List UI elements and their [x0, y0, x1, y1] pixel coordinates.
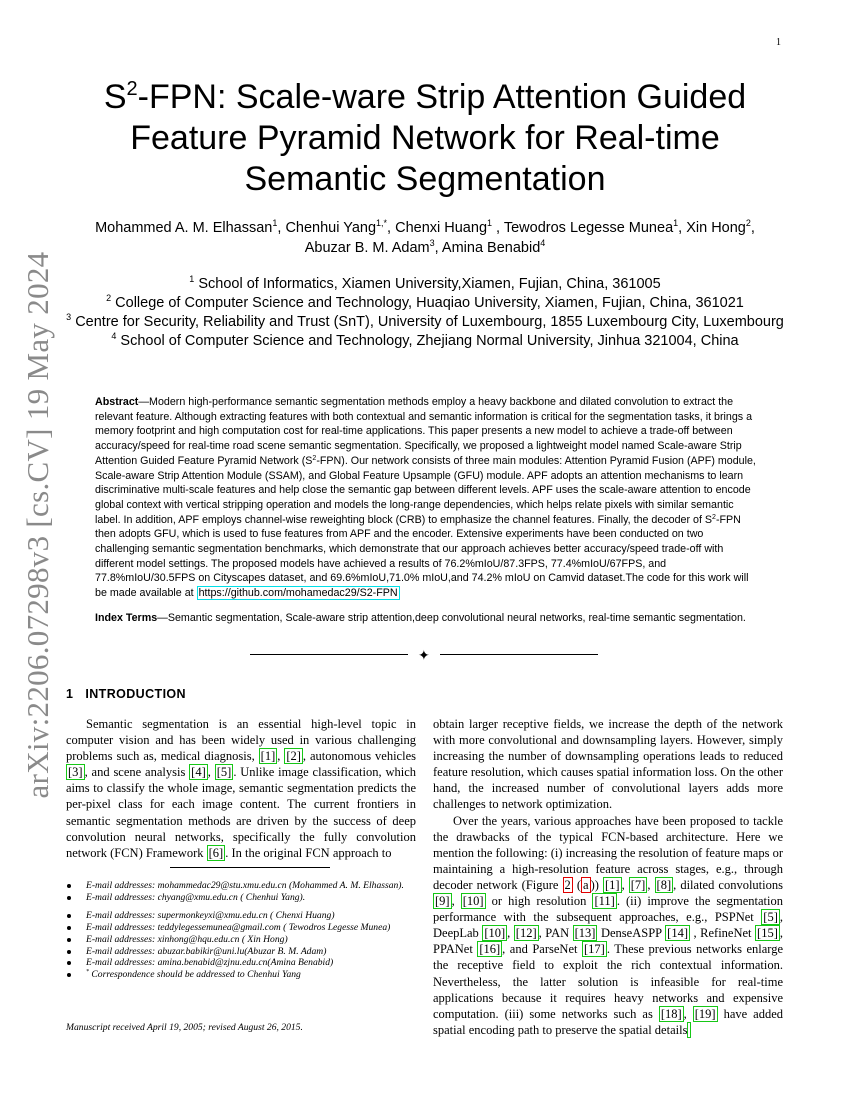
- code-repository-link[interactable]: https://github.com/mohamedac29/S2-FPN: [198, 587, 398, 600]
- citation-link[interactable]: [14]: [667, 926, 688, 941]
- author: Mohammed A. M. Elhassan$^1$,: [95, 218, 286, 236]
- right-column: [433, 716, 783, 1038]
- citation-link[interactable]: [15]: [757, 926, 778, 941]
- title-superscript: 2: [126, 78, 138, 100]
- separator-line-left: [250, 654, 408, 655]
- footnote-item: E-mail addresses: xinhong@hqu.edu.cn ( Xin Hong): [66, 934, 416, 946]
- citation-link[interactable]: [10]: [462, 894, 484, 909]
- citation-link[interactable]: [6]: [208, 845, 224, 860]
- author: Abuzar B. M. Adam$^3$,: [304, 238, 442, 256]
- section-separator: [250, 646, 600, 664]
- footnote-item: * Correspondence should be addressed to Chenhui Yang: [66, 969, 416, 981]
- affiliation: $^1$ School of Informatics, Xiamen University,Xiamen, Fujian, China, 361005: [189, 274, 661, 292]
- figure-link[interactable]: 2: [564, 877, 571, 892]
- author: Xin Hong$^2$,: [686, 218, 755, 236]
- section-number: 1: [66, 687, 74, 701]
- citation-link[interactable]: [17]: [583, 942, 605, 957]
- manuscript-note: Manuscript received April 19, 2005; revised August 26, 2015.: [66, 1022, 303, 1033]
- abstract-label: Abstract: [95, 396, 139, 408]
- paragraph: Semantic segmentation is an essential high-level topic in computer vision and has been widely used in various challenging problems such as, medical diagnosis, [1] , [2] , autonomous vehicles [3] , and scene analysis [4] , [5] . Unlike image classification, which aims to classify the whole image, semantic segmentation predicts the per-pixel class for each image content. The current frontiers in semantic segmentation methods are driven by the success of deep convolution neural networks, specifically the fully convolution network (FCN) Framework [6] . In the original FCN approach to: [66, 717, 417, 860]
- citation-link[interactable]: [13]: [574, 926, 596, 941]
- footnote-item: E-mail addresses: abuzar.babikir@uni.lu(Abuzar B. M. Adam): [66, 946, 416, 958]
- footnote-item: E-mail addresses: chyang@xmu.edu.cn ( Chenhui Yang).: [66, 892, 416, 904]
- affiliation: $^3$ Centre for Security, Reliability and Trust (SnT), University of Luxembourg, 1855 Luxembourg City, Luxembourg: [66, 312, 784, 330]
- citation-link[interactable]: [12]: [515, 926, 537, 941]
- citation-link[interactable]: [10]: [484, 926, 506, 941]
- paragraph: Over the years, various approaches have been proposed to tackle the drawbacks of the typical FCN-based architecture. Here we mention the following: (i) increasing the resolution of feature maps or maintaining a high-resolution feature across stages, e.g., through decoder network (Figure 2 ( a )) [1] , [7] , [8] , dilated convolutions [9] , [10] or high resolution [11] . (ii) improve the segmentation performance with the subsequent approaches, e.g., PSPNet [5] , DeepLab [10] , [12] , PAN [13] DenseASPP [14] , RefineNet [15] , PPANet [16] , and ParseNet [17] . These previous networks enlarge the receptive field to exploit the rich contextual information. Nevertheless, the latter solution is infeasible for real-time applications because it requires heavy networks and expensive computation. (iii) some networks such as [18] , [19] have added spatial encoding path to preserve the spatial details: [433, 813, 783, 1037]
- separator-line-right: [440, 654, 598, 655]
- footnote-item: E-mail addresses: teddylegessemunea@gmail.com ( Tewodros Legesse Munea): [66, 922, 416, 934]
- citation-link[interactable]: [18]: [660, 1006, 682, 1021]
- citation-link[interactable]: [1]: [604, 877, 620, 892]
- citation-link[interactable]: [1]: [260, 749, 276, 764]
- title-prefix: S: [103, 78, 127, 116]
- left-column: [66, 716, 416, 861]
- author: Chenhui Yang$^{1,*}$,: [285, 218, 396, 236]
- citation-link[interactable]: [7]: [630, 877, 646, 892]
- citation-link[interactable]: [19]: [694, 1006, 716, 1021]
- author: Tewodros Legesse Munea$^1$,: [503, 218, 687, 236]
- citation-link[interactable]: [8]: [656, 877, 672, 892]
- citation-link[interactable]: [16]: [479, 942, 501, 957]
- subfigure-link[interactable]: a: [583, 877, 589, 892]
- affiliation: $^4$ School of Computer Science and Technology, Zhejiang Normal University, Jinhua 321004, China: [111, 331, 739, 349]
- index-terms-label: Index Terms: [95, 612, 158, 624]
- abstract: Abstract—Modern high-performance semantic segmentation methods employ a heavy backbone and dilated convolution to extract the relevant feature. Although extracting features with both contextual and semantic information is critical for the segmentation tasks, it brings a memory footprint and high computation cost for real-time applications. This paper presents a new model to achieve a trade-off between accuracy/speed for real-time road scene semantic segmentation. Specifically, we proposed a lightweight model named Scale-aware Strip Attention Guided Feature Pyramid Network $(S^2-FPN)$. Our network consists of three main modules: Attention Pyramid Fusion (APF) module, Scale-aware Strip Attention Module (SSAM), and Global Feature Upsample (GFU) module. APF adopts an attention mechanisms to learn discriminative multi-scale features and help close the semantic gap between different levels. APF uses the scale-aware attention to encode global context with vertical stripping operation and models the long-range dependencies, which helps relate pixels with similar semantic label. In addition, APF employs channel-wise reweighting block (CRB) to emphasize the channel features. Finally, the decoder of $S^2$-FPN then adopts GFU, which is used to fuse features from APF and the encoder. Extensive experiments have been conducted on two challenging semantic segmentation benchmarks, which demonstrate that our approach achieves better accuracy/speed trade-off with different model settings. The proposed models have achieved a results of 76.2%mIoU/87.3FPS, 77.4%mIoU/67FPS, and 77.8%mIoU/30.5FPS on Cityscapes dataset, and 69.6%mIoU,71.0% mIoU,and 74.2% mIoU on Camvid dataset.The code for this work will be made available at https://github.com/mohamedac29/S2-FPN: [95, 396, 756, 600]
- author-list: [60, 218, 790, 258]
- footnote-item: E-mail addresses: amina.benabid@zjnu.edu.cn(Amina Benabid): [66, 957, 416, 969]
- citation-link[interactable]: [3]: [68, 765, 83, 780]
- citation-link[interactable]: [4]: [191, 765, 206, 780]
- author: Chenxi Huang$^1$ ,: [395, 218, 504, 236]
- citation-link[interactable]: [687, 1022, 691, 1038]
- affiliation: $^2$ College of Computer Science and Technology, Huaqiao University, Xiamen, Fujian, China, 361021: [106, 293, 744, 311]
- paragraph: obtain larger receptive fields, we increase the depth of the network with more convolutional and downsampling layers. However, simply increasing the number of downsampling operations leads to reduced feature resolution, which causes spatial information loss. On the other hand, the increased number of convolutional layers adds more challenges to network optimization.: [433, 717, 783, 812]
- footnote-item: E-mail addresses: supermonkeyxi@xmu.edu.cn ( Chenxi Huang): [66, 910, 416, 922]
- paper-title: [95, 77, 755, 200]
- citation-link[interactable]: [5]: [216, 765, 232, 780]
- section-heading-introduction: 1 INTRODUCTION: [66, 687, 186, 701]
- index-terms: Index Terms—Semantic segmentation, Scale-aware strip attention,deep convolutional neural networks, real-time semantic segmentation.: [95, 612, 746, 624]
- footnote-rule: [170, 867, 330, 868]
- citation-link[interactable]: [2]: [286, 749, 301, 764]
- citation-link[interactable]: [5]: [763, 910, 778, 925]
- citation-link[interactable]: [11]: [594, 894, 615, 909]
- citation-link[interactable]: [9]: [435, 894, 450, 909]
- separator-diamond-icon: ✦: [418, 647, 430, 663]
- arxiv-identifier-stamp[interactable]: arXiv:2206.07298v3 [cs.CV] 19 May 2024: [20, 251, 55, 799]
- footnote-item: E-mail addresses: mohammedac29@stu.xmu.edu.cn (Mohammed A. M. Elhassan).: [66, 880, 416, 892]
- author: Amina Benabid$^4$: [441, 238, 546, 256]
- footnotes: [66, 880, 416, 981]
- title-rest: -FPN: Scale-ware Strip Attention Guided Feature Pyramid Network for Real-time Semantic Segmentation: [130, 78, 747, 198]
- affiliation-list: [65, 275, 785, 351]
- page-number: 1: [776, 37, 781, 48]
